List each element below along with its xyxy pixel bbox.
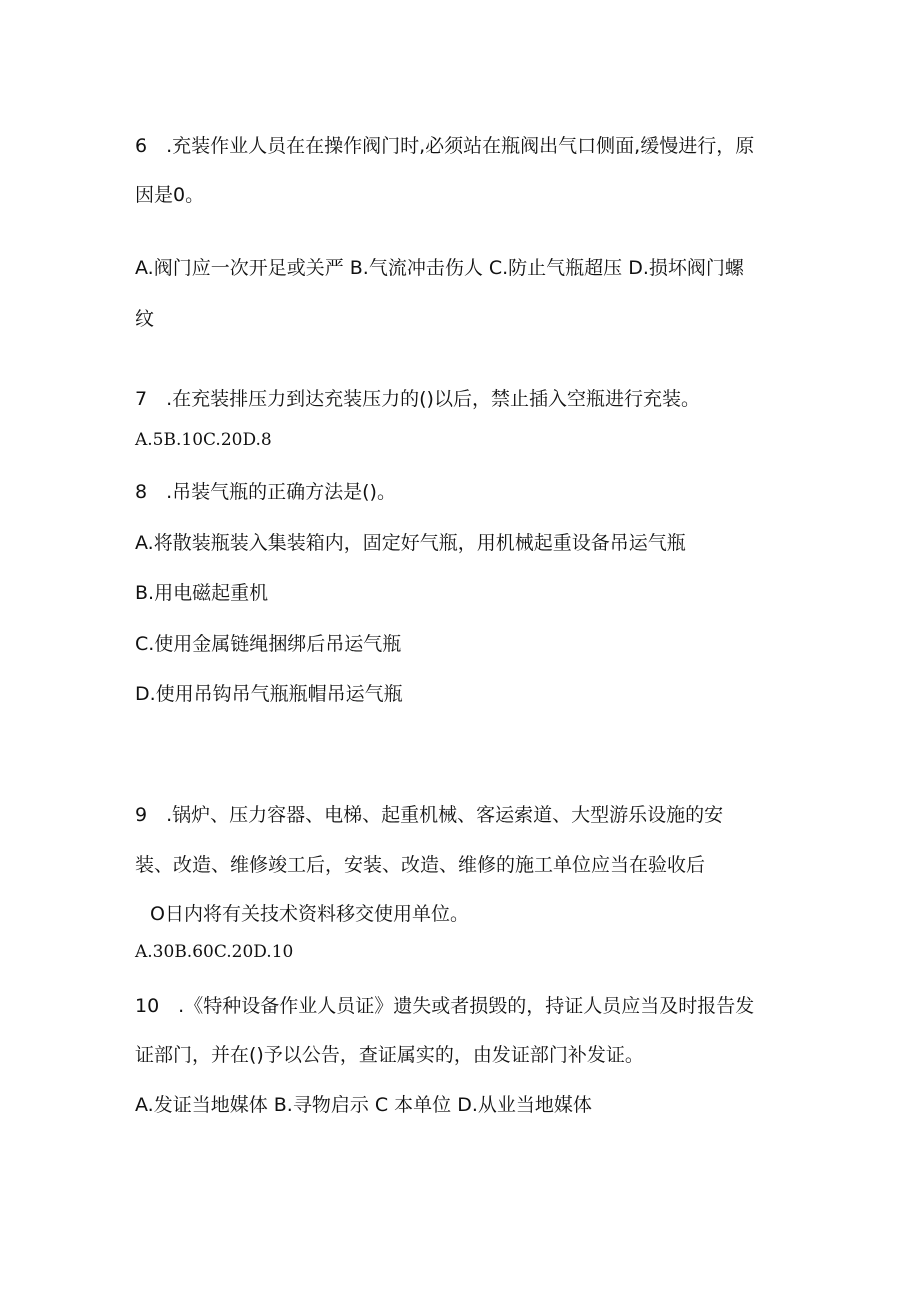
question-8-option-c: C.使用金属链绳捆绑后吊运气瓶 bbox=[135, 633, 402, 655]
question-6-line-2: 因是0。 bbox=[135, 184, 205, 206]
question-7-line-1: 7 .在充装排压力到达充装压力的()以后，禁止插入空瓶进行充装。 bbox=[135, 388, 700, 410]
question-6-line-1: 6 .充装作业人员在在操作阀门时,必须站在瓶阀出气口侧面,缓慢进行，原 bbox=[135, 135, 755, 157]
question-10-line-1: 10 .《特种设备作业人员证》遗失或者损毁的，持证人员应当及时报告发 bbox=[135, 995, 755, 1017]
question-8-line-1: 8 .吊装气瓶的正确方法是()。 bbox=[135, 481, 396, 503]
question-8-option-d: D.使用吊钩吊气瓶瓶帽吊运气瓶 bbox=[135, 683, 403, 705]
question-7-options: A.5B.10C.20D.8 bbox=[135, 430, 272, 450]
question-6-options-line-2: 纹 bbox=[135, 308, 155, 330]
question-6-options-line-1: A.阀门应一次开足或关严 B.气流冲击伤人 C.防止气瓶超压 D.损坏阀门螺 bbox=[135, 257, 744, 279]
question-8-option-a: A.将散装瓶装入集装箱内，固定好气瓶，用机械起重设备吊运气瓶 bbox=[135, 532, 686, 554]
question-10-line-2: 证部门，并在()予以公告，查证属实的，由发证部门补发证。 bbox=[135, 1044, 644, 1066]
question-10-options: A.发证当地媒体 B.寻物启示 C 本单位 D.从业当地媒体 bbox=[135, 1094, 592, 1116]
question-8-option-b: B.用电磁起重机 bbox=[135, 582, 269, 604]
question-9-line-1: 9 .锅炉、压力容器、电梯、起重机械、客运索道、大型游乐设施的安 bbox=[135, 804, 724, 826]
question-9-line-3: O日内将有关技术资料移交使用单位。 bbox=[150, 903, 469, 925]
question-9-options: A.30B.60C.20D.10 bbox=[135, 942, 294, 962]
question-9-line-2: 装、改造、维修竣工后，安装、改造、维修的施工单位应当在验收后 bbox=[135, 854, 706, 876]
